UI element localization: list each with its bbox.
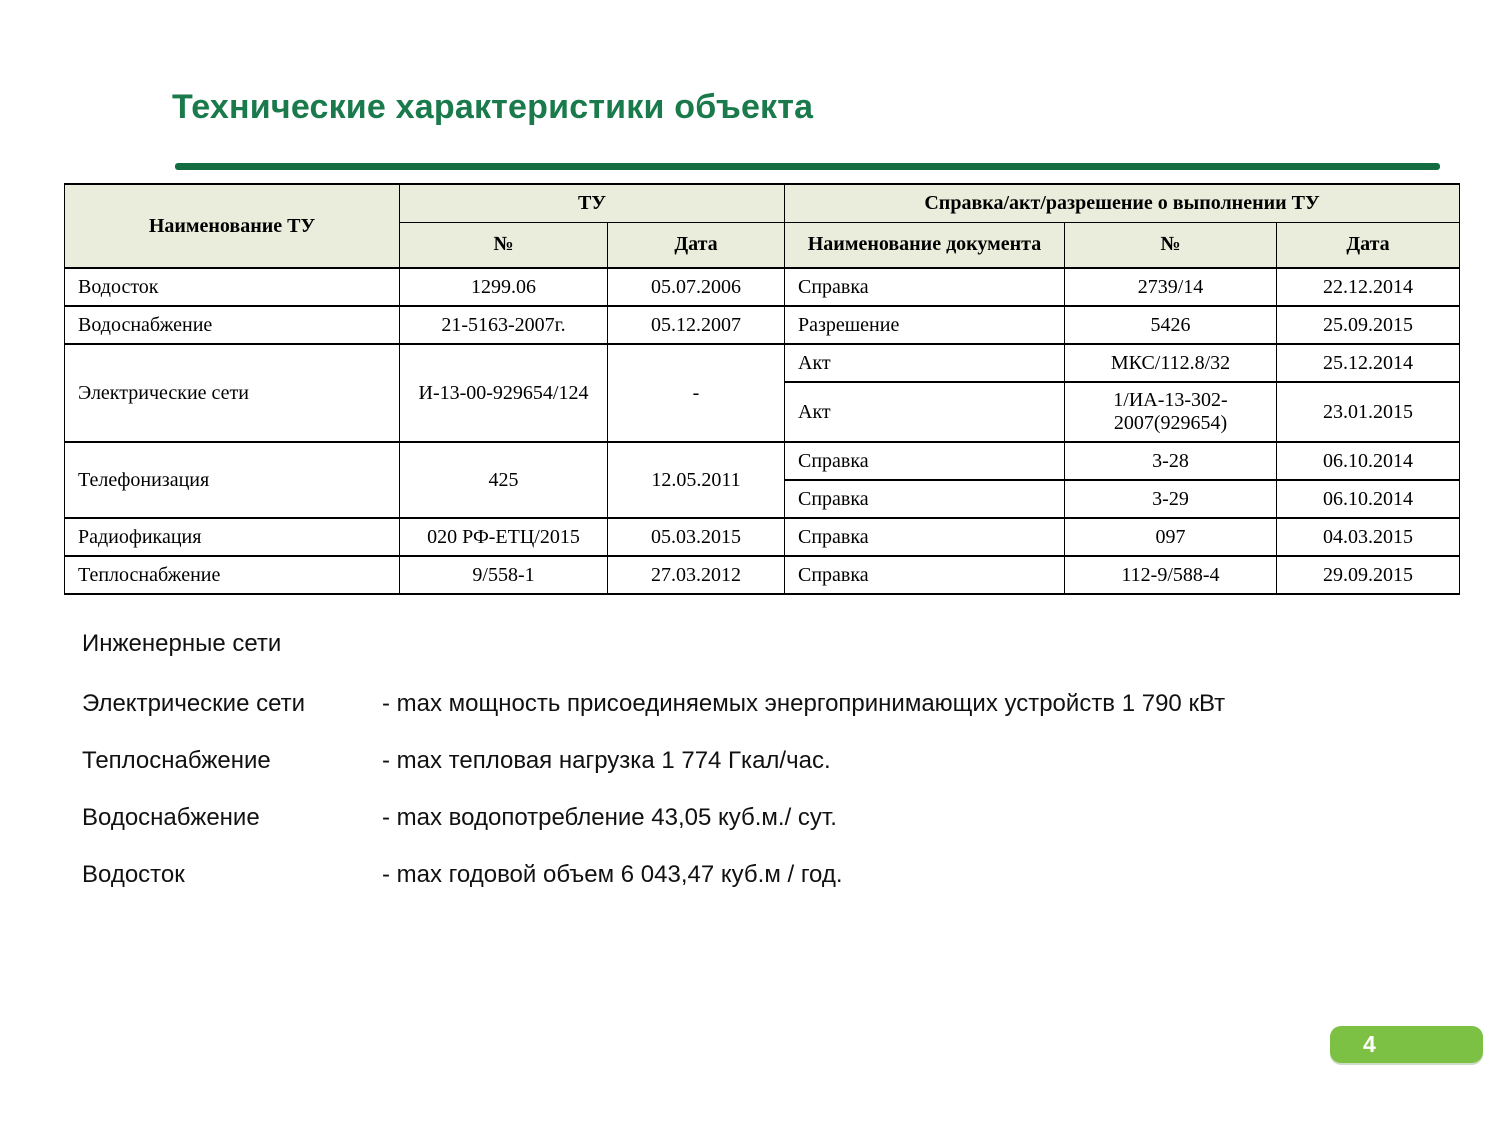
cell-doc-type: Акт (785, 382, 1065, 442)
cell-tu-number: 425 (400, 442, 608, 518)
note-label: Электрические сети (82, 690, 306, 717)
page-title: Технические характеристики объекта (172, 88, 814, 126)
cell-doc-date: 25.09.2015 (1277, 306, 1460, 344)
note-value: - max водопотребление 43,05 куб.м./ сут. (382, 804, 837, 831)
cell-doc-date: 23.01.2015 (1277, 382, 1460, 442)
page-number: 4 (1363, 1031, 1376, 1057)
cell-tu-number: И-13-00-929654/124 (400, 344, 608, 442)
cell-tu-number: 21-5163-2007г. (400, 306, 608, 344)
cell-doc-date: 29.09.2015 (1277, 556, 1460, 594)
cell-doc-type: Справка (785, 268, 1065, 306)
cell-tu-date: 27.03.2012 (608, 556, 785, 594)
cell-tu-number: 9/558-1 (400, 556, 608, 594)
note-row-electric (82, 690, 1225, 718)
header-completion-group: Справка/акт/разрешение о выполнении ТУ (785, 184, 1460, 222)
note-row-drainage (82, 861, 1225, 889)
technical-conditions-table (64, 183, 1460, 595)
cell-doc-date: 06.10.2014 (1277, 480, 1460, 518)
cell-tu-date: - (608, 344, 785, 442)
cell-doc-type: Справка (785, 442, 1065, 480)
cell-doc-type: Акт (785, 344, 1065, 382)
cell-doc-number: 5426 (1065, 306, 1277, 344)
table-row (65, 268, 1460, 306)
cell-doc-date: 22.12.2014 (1277, 268, 1460, 306)
note-value: - max мощность присоединяемых энергопринимающих устройств 1 790 кВт (382, 690, 1226, 717)
cell-tu-number: 1299.06 (400, 268, 608, 306)
cell-tu-number: 020 РФ-ЕТЦ/2015 (400, 518, 608, 556)
note-value: - max тепловая нагрузка 1 774 Гкал/час. (382, 747, 831, 774)
cell-tu-date: 05.03.2015 (608, 518, 785, 556)
table-row (65, 556, 1460, 594)
header-tu-group: ТУ (400, 184, 785, 222)
cell-tu-date: 12.05.2011 (608, 442, 785, 518)
cell-name: Электрические сети (65, 344, 400, 442)
cell-doc-type: Справка (785, 556, 1065, 594)
note-value: - max годовой объем 6 043,47 куб.м / год. (382, 861, 843, 888)
cell-doc-type: Справка (785, 518, 1065, 556)
header-name-tu: Наименование ТУ (65, 184, 400, 268)
note-label: Водоснабжение (82, 804, 260, 831)
cell-doc-date: 25.12.2014 (1277, 344, 1460, 382)
cell-doc-date: 04.03.2015 (1277, 518, 1460, 556)
header-tu-date: Дата (608, 222, 785, 268)
cell-doc-number: 3-29 (1065, 480, 1277, 518)
page-number-badge (1330, 1026, 1483, 1063)
header-tu-number: № (400, 222, 608, 268)
notes-heading: Инженерные сети (82, 630, 282, 657)
cell-doc-number: 112-9/588-4 (1065, 556, 1277, 594)
header-doc-date: Дата (1277, 222, 1460, 268)
cell-doc-number: 2739/14 (1065, 268, 1277, 306)
cell-name: Телефонизация (65, 442, 400, 518)
cell-doc-number: 097 (1065, 518, 1277, 556)
cell-tu-date: 05.07.2006 (608, 268, 785, 306)
table-row (65, 344, 1460, 382)
table-row (65, 306, 1460, 344)
cell-doc-number: 1/ИА-13-302-2007(929654) (1065, 382, 1277, 442)
title-underline (175, 163, 1440, 170)
note-label: Теплоснабжение (82, 747, 271, 774)
cell-name: Теплоснабжение (65, 556, 400, 594)
table-row (65, 518, 1460, 556)
note-row-heating (82, 747, 1225, 775)
cell-name: Водоснабжение (65, 306, 400, 344)
cell-doc-date: 06.10.2014 (1277, 442, 1460, 480)
engineering-networks-notes (82, 630, 1225, 918)
note-label: Водосток (82, 861, 185, 888)
header-doc-number: № (1065, 222, 1277, 268)
cell-name: Радиофикация (65, 518, 400, 556)
cell-doc-type: Справка (785, 480, 1065, 518)
header-doc-name: Наименование документа (785, 222, 1065, 268)
cell-tu-date: 05.12.2007 (608, 306, 785, 344)
cell-doc-type: Разрешение (785, 306, 1065, 344)
cell-doc-number: МКС/112.8/32 (1065, 344, 1277, 382)
cell-doc-number: 3-28 (1065, 442, 1277, 480)
table-row (65, 442, 1460, 480)
cell-name: Водосток (65, 268, 400, 306)
note-row-water-supply (82, 804, 1225, 832)
